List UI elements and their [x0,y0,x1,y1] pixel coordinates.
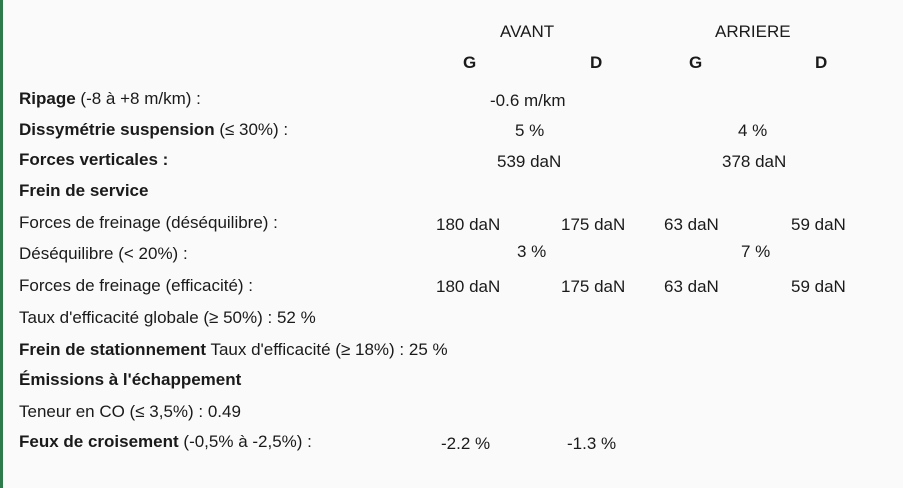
dissymetrie-range: (≤ 30%) : [219,120,289,139]
feux-croisement-range: (-0,5% à -2,5%) : [183,432,312,451]
feux-croisement-row [19,432,312,452]
header-front-right: D [590,53,603,72]
forces-freinage-eff-label: Forces de freinage (efficacité) : [19,276,254,295]
taux-efficacite-globale: Taux d'efficacité globale (≥ 50%) : 52 % [19,308,316,327]
header-rear-right: D [815,53,828,72]
desequilibre-label: Déséquilibre (< 20%) : [19,244,188,263]
forces-verticales-rear: 378 daN [722,152,787,171]
header-front: AVANT [500,22,555,41]
dissymetrie-front: 5 % [515,121,545,140]
forces-freinage-eff-rr: 59 daN [791,277,846,296]
teneur-co: Teneur en CO (≤ 3,5%) : 0.49 [19,402,241,421]
forces-freinage-deseq-rr: 59 daN [791,215,846,234]
frein-service-heading: Frein de service [19,181,149,200]
forces-freinage-deseq-rl: 63 daN [664,215,719,234]
forces-freinage-eff-rl: 63 daN [664,277,719,296]
forces-freinage-deseq-label: Forces de freinage (déséquilibre) : [19,213,278,232]
ripage-value: -0.6 m/km [490,91,566,110]
ripage-row [19,89,201,109]
ripage-label: Ripage [19,89,76,108]
frein-stationnement-detail: Taux d'efficacité (≥ 18%) : 25 % [210,340,448,359]
left-border [0,0,3,488]
forces-freinage-eff-fr: 175 daN [561,277,626,296]
dissymetrie-rear: 4 % [738,121,768,140]
dissymetrie-row [19,120,288,140]
header-rear: ARRIERE [715,22,791,41]
emissions-heading: Émissions à l'échappement [19,370,242,389]
forces-verticales-front: 539 daN [497,152,562,171]
feux-croisement-label: Feux de croisement [19,432,179,451]
frein-stationnement-label: Frein de stationnement [19,340,207,359]
feux-croisement-left: -2.2 % [441,434,491,453]
forces-freinage-eff-fl: 180 daN [436,277,501,296]
desequilibre-front: 3 % [517,242,547,261]
ripage-range: (-8 à +8 m/km) : [80,89,201,108]
forces-freinage-deseq-fl: 180 daN [436,215,501,234]
feux-croisement-right: -1.3 % [567,434,617,453]
frein-stationnement-row [19,340,448,360]
header-rear-left: G [689,53,703,72]
desequilibre-rear: 7 % [741,242,771,261]
dissymetrie-label: Dissymétrie suspension [19,120,215,139]
forces-freinage-deseq-fr: 175 daN [561,215,626,234]
forces-verticales-label: Forces verticales : [19,150,169,169]
header-front-left: G [463,53,477,72]
